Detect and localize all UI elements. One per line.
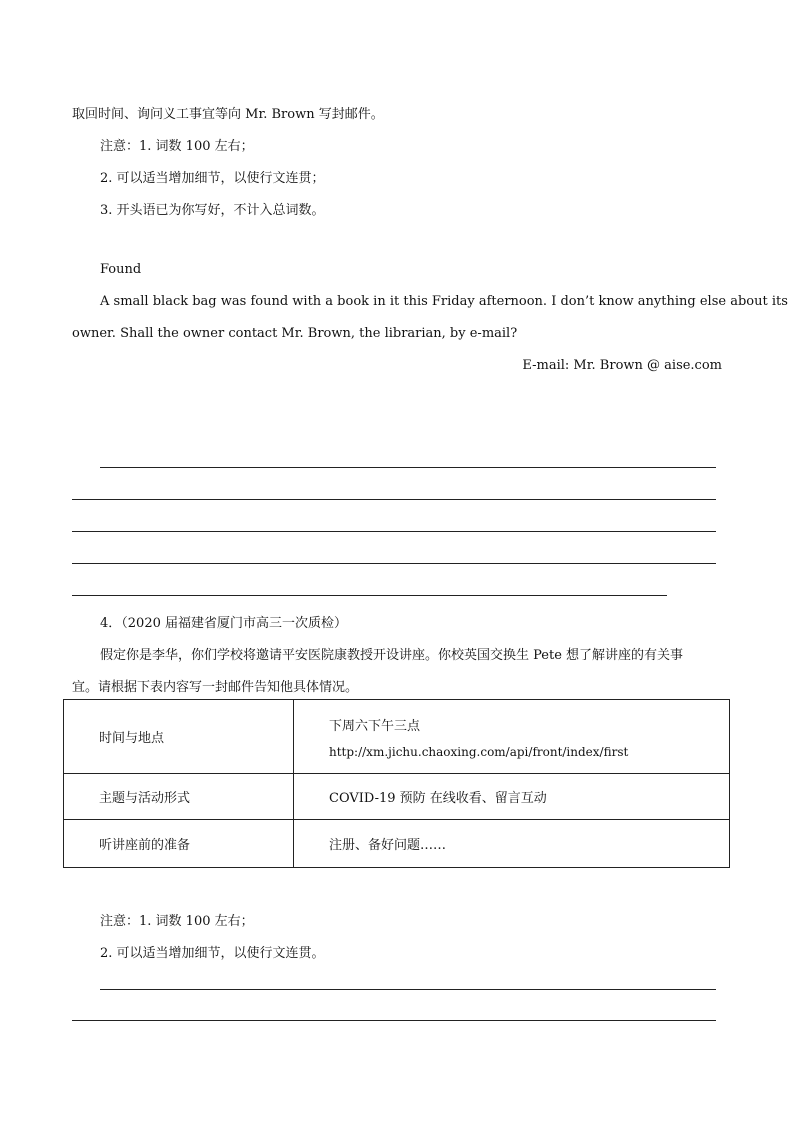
- answer-line[interactable]: [72, 595, 667, 596]
- notice-email: E-mail: Mr. Brown @ aise.com: [522, 358, 722, 373]
- answer-line[interactable]: [72, 499, 716, 500]
- question-4-heading: 4．（2020 届福建省厦门市高三一次质检）: [100, 616, 347, 631]
- table-value: [294, 700, 730, 774]
- table-row: [64, 774, 730, 820]
- answer-line[interactable]: [72, 563, 716, 564]
- intro-text: 取回时间、询问义工事宜等向 Mr. Brown 写封邮件。: [72, 107, 384, 122]
- table-value: 注册、备好问题……: [294, 820, 730, 868]
- note-opening: 3. 开头语已为你写好，不计入总词数。: [100, 203, 325, 218]
- answer-line[interactable]: [100, 467, 716, 468]
- note-details: 2. 可以适当增加细节，以使行文连贯；: [100, 171, 325, 186]
- answer-line[interactable]: [72, 531, 716, 532]
- answer-line[interactable]: [72, 1020, 716, 1021]
- note-details-2: 2. 可以适当增加细节，以使行文连贯。: [100, 946, 325, 961]
- note-word-count: 注意：1. 词数 100 左右；: [100, 139, 254, 154]
- question-4-prompt-line-1: 假定你是李华，你们学校将邀请平安医院康教授开设讲座。你校英国交换生 Pete 想了解讲座的有关事: [100, 648, 684, 663]
- table-value-line: 下周六下午三点: [329, 718, 421, 734]
- note-word-count-2: 注意：1. 词数 100 左右；: [100, 914, 254, 929]
- table-label: 主题与活动形式: [64, 774, 294, 820]
- notice-title: Found: [100, 262, 142, 277]
- answer-line[interactable]: [100, 989, 716, 990]
- table-row: [64, 700, 730, 774]
- table-value: COVID-19 预防 在线收看、留言互动: [294, 774, 730, 820]
- table-label: 听讲座前的准备: [64, 820, 294, 868]
- notice-body-line-1: A small black bag was found with a book in it this Friday afternoon. I don’t know anything else about its: [100, 294, 788, 309]
- question-4-prompt-line-2: 宜。请根据下表内容写一封邮件告知他具体情况。: [72, 680, 359, 695]
- notice-body-line-2: owner. Shall the owner contact Mr. Brown, the librarian, by e-mail?: [72, 326, 518, 341]
- lecture-info-table: [63, 699, 730, 868]
- table-row: [64, 820, 730, 868]
- lecture-link[interactable]: http://xm.jichu.chaoxing.com/api/front/index/first: [329, 744, 629, 759]
- table-label: 时间与地点: [64, 700, 294, 774]
